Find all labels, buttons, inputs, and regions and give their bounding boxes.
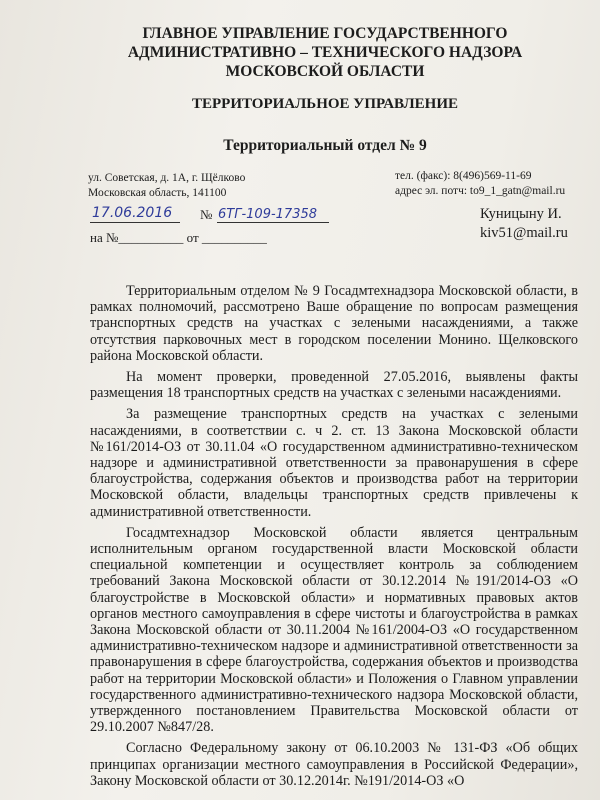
address-region: Московская область, 141100: [88, 187, 227, 199]
handwritten-date: 17.06.2016: [92, 205, 173, 221]
org-line: АДМИНИСТРАТИВНО – ТЕХНИЧЕСКОГО НАДЗОРА: [127, 44, 523, 61]
postal-address: [88, 171, 245, 201]
date-underline: [90, 222, 180, 223]
outgoing-number-label: №: [200, 207, 213, 222]
subtitle: ТЕРРИТОРИАЛЬНОЕ УПРАВЛЕНИЕ: [191, 96, 459, 112]
department-title: Территориальный отдел № 9: [223, 137, 427, 154]
body-paragraph: На момент проверки, проведенной 27.05.2016, выявлены факты размещения 18 транспортных средств на участках с зелеными насаждениями.: [90, 369, 578, 402]
body-paragraph: За размещение транспортных средств на участках с зелеными насаждениями, в соответствии с. ч 2. ст. 13 Закона Московской области №161/2014-ОЗ от 30.11.04 «О государственном административно-техническом надзоре и административной ответственности за правонарушения в сфере благоустройства, содержания объектов и производства работ на территории Московской области, владельцы транспортных средств привлечены к административной ответственности.: [90, 406, 578, 520]
email-address: адрес эл. потч: to9_1_gatn@mail.ru: [395, 185, 566, 197]
phone-fax: тел. (факс): 8(496)569-11-69: [395, 170, 532, 182]
handwritten-number: 6ТГ-109-17358: [218, 207, 318, 222]
letter-body: [90, 283, 578, 794]
recipient-block: [480, 205, 568, 243]
number-underline: [217, 222, 329, 223]
body-paragraph: Согласно Федеральному закону от 06.10.2003 № 131-ФЗ «Об общих принципах организации местного самоуправления в Российской Федерации», Закону Московской области от 30.12.2014г. №191/2014-ОЗ «О: [90, 740, 578, 789]
reply-reference: на №__________ от __________: [90, 230, 267, 245]
org-line: ГЛАВНОЕ УПРАВЛЕНИЕ ГОСУДАРСТВЕННОГО: [142, 25, 508, 42]
body-paragraph: Госадмтехнадзор Московской области является центральным исполнительным органом государственной власти Московской области специальной компетенции и осуществляет контроль за соблюдением требований Закона Московской области от 30.12.2014 №191/2014-ОЗ «О благоустройстве в Московской области» и нормативных правовых актов органов местного самоуправления в сфере чистоты и благоустройства в рамках Закона Московской области от 30.11.2004 №161/2004-ОЗ «О государственном административно-техническом надзоре и административной ответственности за правонарушения в сфере благоустройства, содержания объектов и производства работ на территории Московской области» и Положения о Главном управлении государственного административно-технического надзора Московской области, утвержденного постановлением Правительства Московской области от 29.10.2007 №847/28.: [90, 524, 578, 736]
contact-info: [395, 169, 565, 199]
recipient-name: Куницыну И.: [480, 206, 562, 222]
recipient-email: kiv51@mail.ru: [480, 225, 568, 241]
organization-name: [95, 24, 555, 81]
org-line: МОСКОВСКОЙ ОБЛАСТИ: [225, 63, 425, 80]
address-street: ул. Советская, д. 1А, г. Щёлково: [88, 172, 246, 184]
body-paragraph: Территориальным отделом № 9 Госадмтехнадзора Московской области, в рамках полномочий, рассмотрено Ваше обращение по вопросам размещения транспортных средств на участках с зелеными насаждениями, а также отсутствия парковочных мест в городском поселении Монино. Щелковского района Московской области.: [90, 283, 578, 364]
